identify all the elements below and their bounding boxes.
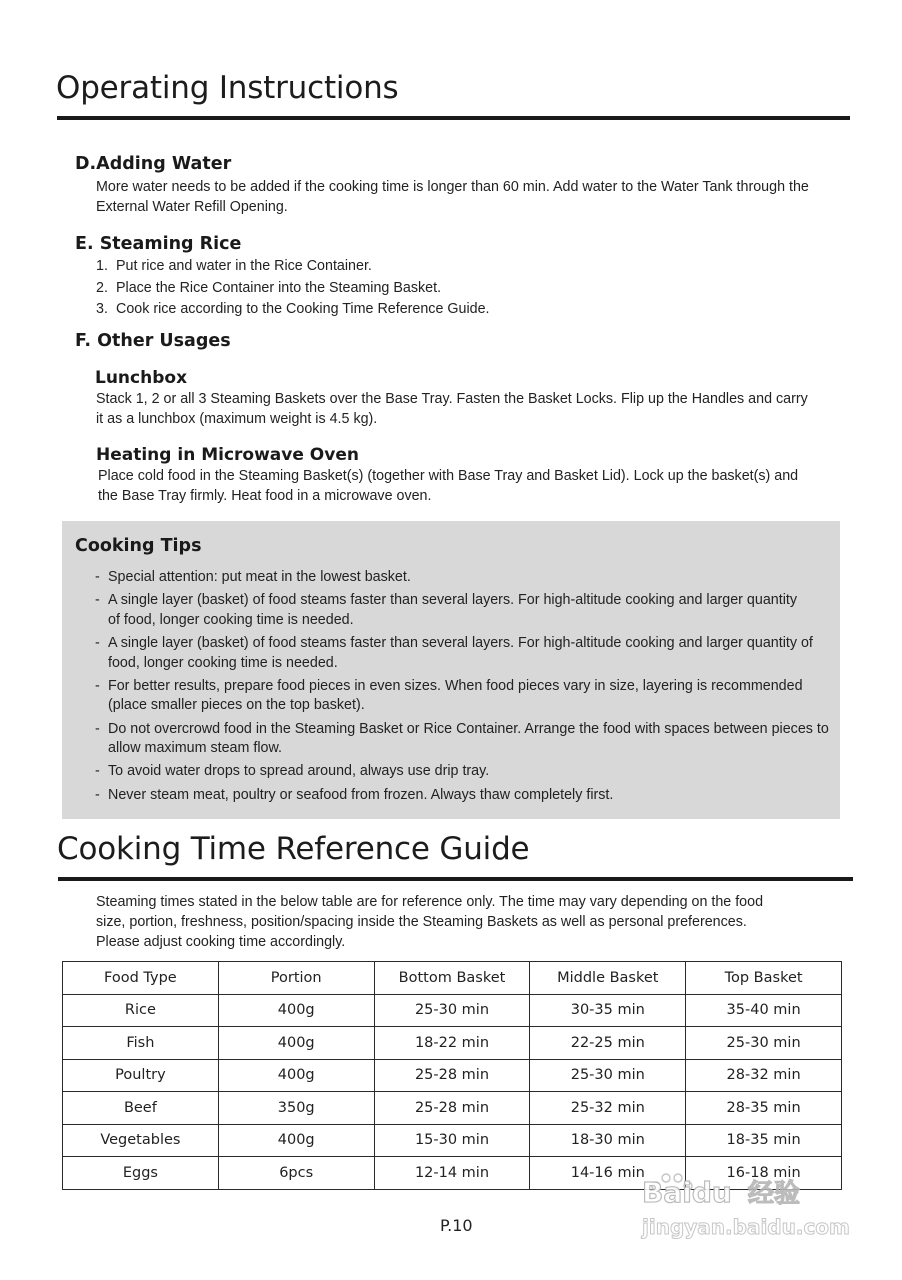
rice-step	[96, 278, 490, 300]
table-cell: 25-32 min	[530, 1092, 686, 1125]
tip-line: Special attention: put meat in the lowest basket.	[108, 569, 411, 585]
microwave-title: Heating in Microwave Oven	[96, 445, 359, 465]
table-cell: Rice	[63, 994, 219, 1027]
tip-item	[95, 720, 835, 759]
table-cell: 25-30 min	[530, 1059, 686, 1092]
tip-line: To avoid water drops to spread around, always use drip tray.	[108, 763, 490, 780]
lunchbox-body	[96, 389, 856, 429]
dash-bullet: -	[95, 763, 100, 780]
dash-bullet: -	[95, 677, 100, 694]
section-d-body	[96, 177, 856, 217]
dash-bullet: -	[95, 635, 100, 652]
table-cell: 12-14 min	[374, 1157, 530, 1190]
microwave-line: Place cold food in the Steaming Basket(s) (together with Base Tray and Basket Lid). Lock up the basket(s) and	[98, 468, 799, 484]
table-cell: 14-16 min	[530, 1157, 686, 1190]
tip-line: (place smaller pieces on the top basket).	[108, 697, 365, 714]
step-number: 3.	[96, 301, 108, 317]
table-cell: Eggs	[63, 1157, 219, 1190]
column-header: Portion	[218, 962, 374, 995]
tip-line: A single layer (basket) of food steams faster than several layers. For high-altitude cooking and larger quantity	[108, 592, 797, 609]
microwave-line: the Base Tray firmly. Heat food in a microwave oven.	[98, 488, 432, 504]
column-header: Middle Basket	[530, 962, 686, 995]
table-cell: 6pcs	[218, 1157, 374, 1190]
svg-text:Baidu: Baidu	[642, 1176, 732, 1209]
rice-steps-list	[96, 256, 490, 321]
tip-line: A single layer (basket) of food steams faster than several layers. For high-altitude cooking and larger quantity of	[108, 635, 813, 652]
dash-bullet: -	[95, 592, 100, 609]
table-cell: 350g	[218, 1092, 374, 1125]
tip-item	[95, 634, 835, 673]
table-cell: 30-35 min	[530, 994, 686, 1027]
dash-bullet: -	[95, 786, 100, 803]
step-text: Put rice and water in the Rice Container.	[116, 258, 372, 274]
table-cell: Fish	[63, 1027, 219, 1060]
tip-line: food, longer cooking time is needed.	[108, 654, 338, 671]
table-row	[63, 1059, 842, 1092]
dash-bullet: -	[95, 569, 100, 585]
guide-title: Cooking Time Reference Guide	[57, 831, 530, 867]
section-e-title: E. Steaming Rice	[75, 234, 242, 254]
table-header-row	[63, 962, 842, 995]
table-cell: 25-28 min	[374, 1092, 530, 1125]
column-header: Top Basket	[686, 962, 842, 995]
table-cell: 22-25 min	[530, 1027, 686, 1060]
lunchbox-line: it as a lunchbox (maximum weight is 4.5 kg).	[96, 411, 378, 427]
table-cell: 400g	[218, 1059, 374, 1092]
tip-line: For better results, prepare food pieces in even sizes. When food pieces vary in size, layering is recommended	[108, 677, 803, 694]
table-cell: 25-30 min	[686, 1027, 842, 1060]
table-cell: 18-22 min	[374, 1027, 530, 1060]
guide-intro-line: Please adjust cooking time accordingly.	[96, 934, 346, 950]
table-cell: 25-28 min	[374, 1059, 530, 1092]
guide-intro-line: size, portion, freshness, position/spacing inside the Steaming Baskets as well as personal preferences.	[96, 914, 747, 930]
tip-line: Never steam meat, poultry or seafood from frozen. Always thaw completely first.	[108, 786, 614, 803]
title-divider	[57, 116, 850, 120]
guide-divider	[58, 877, 853, 881]
lunchbox-title: Lunchbox	[95, 368, 188, 388]
rice-step	[96, 256, 490, 278]
table-cell: 400g	[218, 994, 374, 1027]
column-header: Food Type	[63, 962, 219, 995]
table-row	[63, 1124, 842, 1157]
section-d-line: External Water Refill Opening.	[96, 199, 288, 215]
section-d-title: D.Adding Water	[75, 154, 232, 174]
cooking-tips-box	[62, 521, 840, 819]
table-row	[63, 1027, 842, 1060]
page-title: Operating Instructions	[56, 70, 399, 106]
table-cell: 28-32 min	[686, 1059, 842, 1092]
tip-line: allow maximum steam flow.	[108, 740, 282, 757]
table-cell: 400g	[218, 1124, 374, 1157]
table-cell: 15-30 min	[374, 1124, 530, 1157]
table-cell: 16-18 min	[686, 1157, 842, 1190]
tip-item	[95, 591, 835, 630]
cooking-tips-title: Cooking Tips	[75, 536, 202, 556]
step-number: 2.	[96, 279, 108, 296]
step-text: Place the Rice Container into the Steaming Basket.	[116, 279, 442, 296]
table-cell: 28-35 min	[686, 1092, 842, 1125]
rice-step	[96, 299, 490, 321]
table-row	[63, 1092, 842, 1125]
tip-line: Do not overcrowd food in the Steaming Basket or Rice Container. Arrange the food with spaces between pieces to	[108, 720, 829, 737]
guide-intro	[96, 892, 856, 952]
tip-item	[95, 677, 835, 716]
table-cell: Vegetables	[63, 1124, 219, 1157]
step-number: 1.	[96, 258, 108, 274]
lunchbox-line: Stack 1, 2 or all 3 Steaming Baskets over the Base Tray. Fasten the Basket Locks. Flip up the Handles and carry	[96, 391, 808, 407]
cooking-time-table	[62, 961, 842, 1190]
table-cell: 400g	[218, 1027, 374, 1060]
tip-line: of food, longer cooking time is needed.	[108, 611, 354, 628]
table-cell: 35-40 min	[686, 994, 842, 1027]
table-cell: 18-35 min	[686, 1124, 842, 1157]
dash-bullet: -	[95, 720, 100, 737]
step-text: Cook rice according to the Cooking Time Reference Guide.	[116, 301, 490, 317]
page-number: P.10	[440, 1216, 473, 1235]
svg-text:jingyan.baidu.com: jingyan.baidu.com	[642, 1215, 850, 1239]
table-cell: Poultry	[63, 1059, 219, 1092]
cooking-tips-list	[95, 568, 835, 809]
svg-text:经验: 经验	[748, 1179, 801, 1209]
tip-item	[95, 762, 835, 782]
tip-item	[95, 568, 835, 588]
table-row	[63, 1157, 842, 1190]
guide-intro-line: Steaming times stated in the below table are for reference only. The time may vary depending on the food	[96, 894, 764, 910]
table-cell: 25-30 min	[374, 994, 530, 1027]
tip-item	[95, 786, 835, 806]
table-cell: 18-30 min	[530, 1124, 686, 1157]
table-cell: Beef	[63, 1092, 219, 1125]
column-header: Bottom Basket	[374, 962, 530, 995]
section-f-title: F. Other Usages	[75, 331, 231, 351]
microwave-body	[98, 466, 858, 506]
section-d-line: More water needs to be added if the cooking time is longer than 60 min. Add water to the Water Tank through the	[96, 179, 809, 195]
table-row	[63, 994, 842, 1027]
